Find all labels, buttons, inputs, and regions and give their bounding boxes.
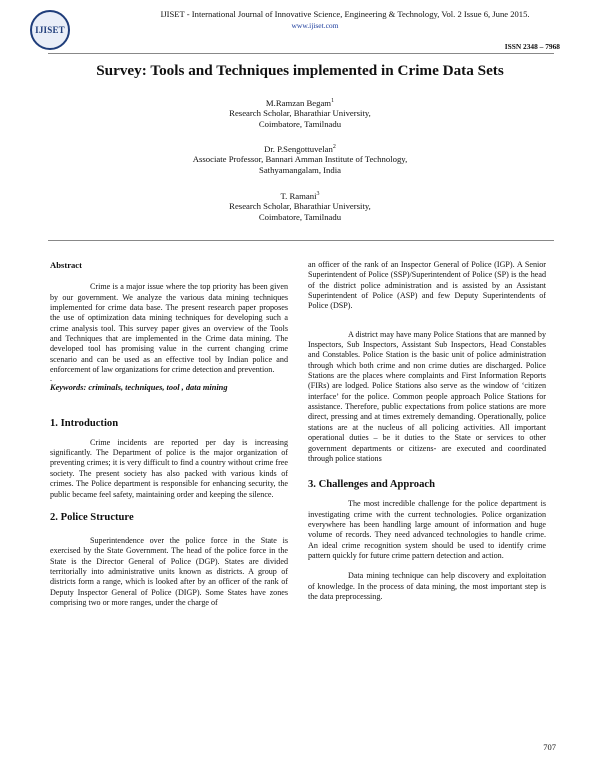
author-name: T. Ramani [280,190,317,201]
abstract-dot: . [50,374,53,384]
journal-url-link[interactable]: www.ijiset.com [291,21,339,30]
paper-title: Survey: Tools and Techniques implemented in Crime Data Sets [96,62,504,79]
author-sup: 2 [332,144,336,150]
author-block-3 [100,189,500,223]
authors-divider [48,240,554,241]
issn-label: ISSN 2348 – 7968 [504,42,560,51]
introduction-heading: 1. Introduction [50,417,119,429]
left-column [50,260,288,608]
police-station-text: A district may have many Police Stations that are manned by Inspectors, Sub Inspectors, Assistant Sub Inspectors, Head Constables and Constables. Police Station is the basic unit of police administration through which both crime and non crime duties are discharged. Police Stations are the places where complaints and First Information Reports (FIRs) are lodged. Police Stations also serve as the window of ‘citizen interface’ for the police. Common people approach Police Stations for assistance. Therefore, public expectations from police stations are more direct, pressing and at times extremely demanding. Operationally, police stations are at the nucleus of all policing activities. All important operational duties – be it duties to the State or services to other government departments or citizens- are executed and coordinated through police stations [308,329,546,463]
journal-logo [30,10,70,50]
page-number: 707 [543,742,556,752]
police-structure-heading: 2. Police Structure [50,511,134,523]
keywords: Keywords: criminals, techniques, tool , data mining [50,383,228,393]
right-column [308,260,546,602]
author-affiliation: Sathyamangalam, India [258,165,342,176]
author-affiliation: Research Scholar, Bharathiar University, [229,108,371,119]
author-sup: 1 [331,98,335,104]
author-sup: 3 [316,191,320,197]
introduction-text: Crime incidents are reported per day is increasing significantly. The Department of police is the major organization of preventing crimes; it is very difficult to find a country without crime free society. The present society has also packed with various kinds of crimes. The Police department is responsible for enhancing security, the public became feel safety, maintaining order and keeping the silence. [50,437,288,499]
author-name: M.Ramzan Begam [265,97,332,108]
author-affiliation: Research Scholar, Bharathiar University, [229,201,371,212]
journal-logo-text: IJISET [35,25,65,35]
author-name: Dr. P.Sengottuvelan [264,143,333,154]
abstract-heading: Abstract [50,260,82,270]
police-structure-text: Superintendence over the police force in the State is exercised by the State Government. The head of the police force in the State is the Director General of Police (DGP). States are divided territorially into administrative units known as districts. A group of districts form a range, which is looked after by an officer of the rank of Deputy Inspector General of Police (DIGP). Some States have zones comprising two or more ranges, under the charge of [50,535,288,607]
abstract-text: Crime is a major issue where the top priority has been given by our government. We analyze the various data mining techniques implemented for crime data base. The present research paper proposes the use of optimization data mining techniques for developing such a crime analysis tool. This survey paper gives an overview of the Tools and Techniques that are implemented in the Crime data mining. The developed tool has promising value in the current changing crime scenario and can be used as an effective tool by Indian police and enforcement of law organizations for crime detection and prevention. [50,282,288,375]
author-block-1 [100,96,500,130]
author-affiliation: Coimbatore, Tamilnadu [258,212,342,223]
header-divider [48,53,554,54]
author-affiliation: Associate Professor, Bannari Amman Institute of Technology, [192,154,408,165]
police-structure-continued: an officer of the rank of an Inspector General of Police (IGP). A Senior Superintendent of Police (SSP)/Superintendent of Police (SP) is the head of the district police administration and is assisted by an Assistant Superintendent of Police (ASP) and few Deputy Superintendents of Police (DSP). [308,260,546,311]
challenges-text: The most incredible challenge for the police department is investigating crime with the current technologies. Police organization everywhere has been handling large amount of information and huge volume of records. They need advanced technologies to handle crime. An ideal crime recognition system should be used to identify crime pattern quickly for future crime pattern detection and action. [308,499,546,560]
challenges-heading: 3. Challenges and Approach [308,479,435,491]
author-block-2 [100,142,500,176]
journal-header: IJISET - International Journal of Innovative Science, Engineering & Technology, Vol. 2 Issue 6, June 2015. [160,9,530,19]
data-mining-text: Data mining technique can help discovery and exploitation of knowledge. In the process of data mining, the most important step is the data preprocessing. [308,571,546,601]
author-affiliation: Coimbatore, Tamilnadu [258,119,342,130]
